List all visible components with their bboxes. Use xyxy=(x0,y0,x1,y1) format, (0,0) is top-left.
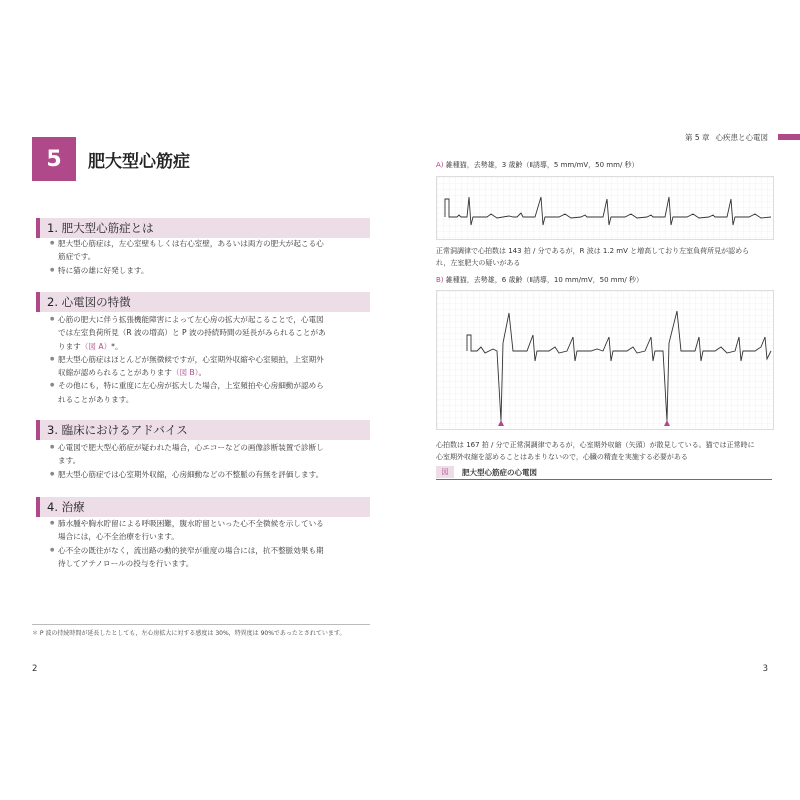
section-1-body xyxy=(50,237,370,277)
figure-a-caption: A) 雑種猫，去勢雄，3 歳齢（Ⅱ誘導，5 mm/mV，50 mm/ 秒） xyxy=(436,161,639,169)
ecg-strip-a xyxy=(436,176,774,240)
list-item: ● 肥大型心筋症は，左心室壁もしくは右心室壁，あるいは両方の肥大が起こる心 筋症です。 xyxy=(50,237,370,264)
section-2-body xyxy=(50,313,370,406)
running-head xyxy=(685,132,768,143)
page-number-right: 3 xyxy=(762,664,768,674)
list-item: ● 心筋の肥大に伴う拡張機能障害によって左心房の拡大が起こることで，心電図 では左室負荷所見（R 波の増高）と P 波の持続時間の延長がみられることがあ ります（図 A）*。 xyxy=(50,313,370,353)
footnote-divider xyxy=(32,624,370,625)
running-head-title: 心疾患と心電図 xyxy=(715,133,768,142)
running-head-chapter: 第 5 章 xyxy=(684,133,710,142)
list-item: ● 心電図で肥大型心筋症が疑われた場合，心エコーなどの画像診断装置で診断し ます。 xyxy=(50,441,370,468)
figure-a-note: 正常洞調律で心拍数は 143 拍 / 分であるが，R 波は 1.2 mV と増高しており左室負荷所見が認めら れ，左室肥大の疑いがある xyxy=(436,247,750,267)
figure-ref-b[interactable]: （図 B） xyxy=(171,368,199,378)
section-heading-2: 2. 心電図の特徴 xyxy=(36,292,370,312)
ecg-trace-b xyxy=(437,291,773,429)
chapter-title: 肥大型心筋症 xyxy=(88,152,190,172)
section-4-body xyxy=(50,517,370,570)
list-item: ● 心不全の既往がなく，流出路の動的狭窄が重度の場合には，抗不整脈効果も期 待してアテノロールの投与を行います。 xyxy=(50,544,370,571)
running-head-accent-bar xyxy=(778,134,800,140)
section-3-body xyxy=(50,441,370,481)
figure-title-rule xyxy=(436,479,772,480)
page-number-left: 2 xyxy=(32,664,38,674)
footnote: ＊ P 波の持続時間が延長したとしても，左心房拡大に対する感度は 30%，特異度は 90%であったとされています。 xyxy=(32,630,346,637)
figure-b-note: 心拍数は 167 拍 / 分で正常洞調律であるが，心室期外収縮（矢頭）が散見している。猫では正常時に 心室期外収縮を認めることはあまりないので，心臓の精査を実施する必要がある xyxy=(436,441,755,461)
list-item: ● 肺水腫や胸水貯留による呼吸困難，腹水貯留といった心不全徴候を示している 場合には，心不全治療を行います。 xyxy=(50,517,370,544)
right-page xyxy=(400,0,800,800)
list-item: ● 肥大型心筋症はほとんどが無徴候ですが，心室期外収縮や心室頻拍，上室期外 収縮が認められることがあります（図 B）。 xyxy=(50,353,370,380)
list-item: ● 肥大型心筋症では心室期外収縮，心房細動などの不整脈の有無を評価します。 xyxy=(50,468,370,481)
section-heading-3: 3. 臨床におけるアドバイス xyxy=(36,420,370,440)
figure-tag: 図 xyxy=(436,466,454,478)
figure-b-label: B) xyxy=(436,276,444,284)
figure-b-caption: B) 雑種猫，去勢雄，6 歳齢（Ⅱ誘導，10 mm/mV，50 mm/ 秒） xyxy=(436,276,643,284)
chapter-number-badge xyxy=(32,137,76,181)
figure-a-label: A) xyxy=(436,161,444,169)
list-item: ● その他にも，特に重度に左心房が拡大した場合，上室頻拍や心房細動が認めら れることがあります。 xyxy=(50,379,370,406)
figure-title: 肥大型心筋症の心電図 xyxy=(462,467,537,477)
section-heading-1: 1. 肥大型心筋症とは xyxy=(36,218,370,238)
ecg-strip-b xyxy=(436,290,774,430)
ecg-trace-a xyxy=(437,177,773,239)
section-heading-4: 4. 治療 xyxy=(36,497,370,517)
chapter-number: 5 xyxy=(46,146,62,172)
list-item: ● 特に猫の雄に好発します。 xyxy=(50,264,370,277)
figure-title-row xyxy=(436,465,772,479)
figure-ref-a[interactable]: （図 A） xyxy=(80,341,112,351)
